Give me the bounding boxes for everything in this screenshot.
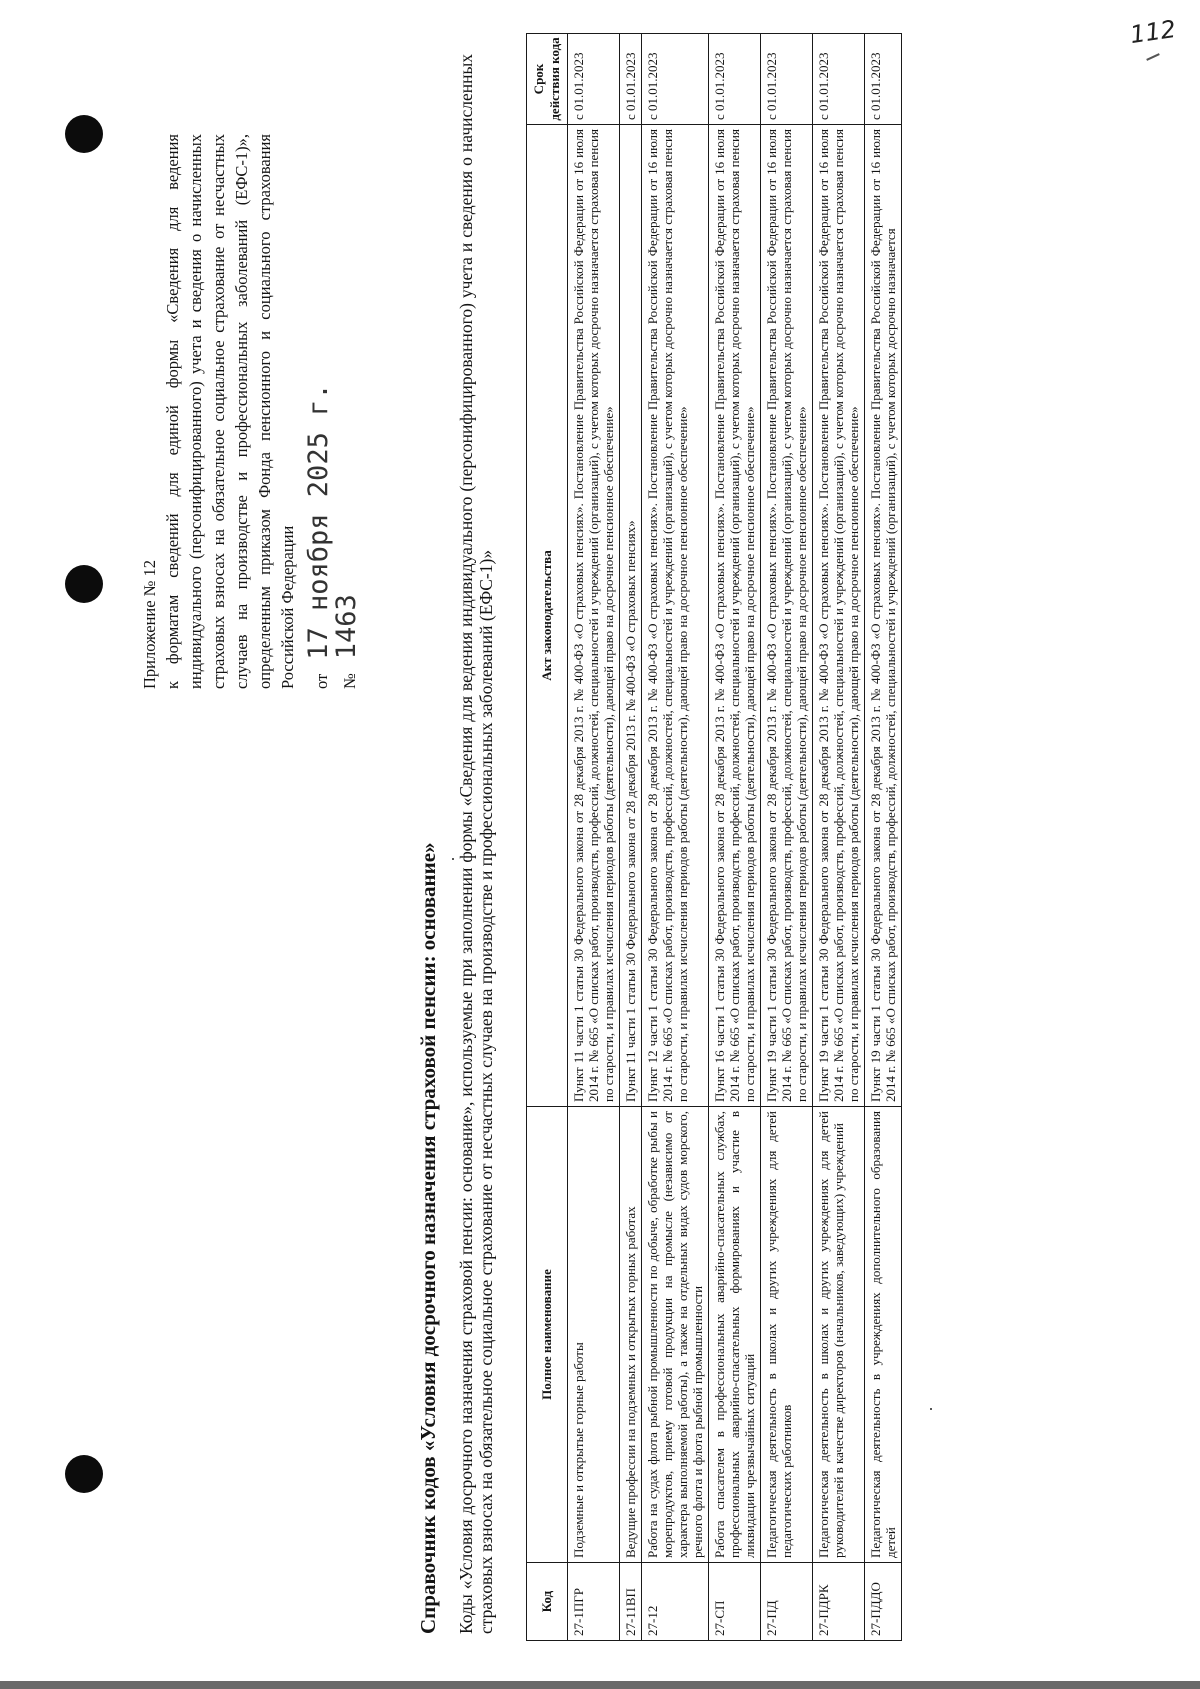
date-prefix: от (312, 673, 331, 689)
cell-name: Педагогическая деятельность в школах и других учреждениях для детей руководителей в качестве директоров (начальников, заведующих) учреждений (813, 1107, 865, 1563)
cell-act (761, 125, 813, 1107)
appendix-title: Приложение № 12 (140, 559, 159, 689)
cell-code: 27-ПДРК (813, 1563, 865, 1641)
column-header-act: Акт законодательства (527, 125, 568, 1107)
cell-act-text: Пункт 11 части 1 статьи 30 Федерального закона от 28 декабря 2013 г. № 400-ФЗ «О страховых пенсиях». Постановление Правительства Российской Федерации от 16 июля 2014 г. № 665 «О списках работ, производств, профессий, должностей, специальностей и учреждений (организаций), с учетом которых досрочно назначается страховая пенсия по старости, и правилах исчисления периодов работы (деятельности), дающей право на досрочное пенсионное обеспечение» (571, 129, 616, 1102)
table-row (642, 34, 709, 1641)
column-header-code: Код (527, 1563, 568, 1641)
document-heading: Справочник кодов «Условия досрочного назначения страховой пенсии: основание» (416, 842, 440, 1634)
column-header-term: Срок действия кода (527, 34, 568, 125)
appendix-date-line (303, 134, 334, 689)
cell-code: 27-1ПГР (568, 1563, 620, 1641)
table-row (620, 34, 642, 1641)
cell-term: с 01.01.2023 (813, 34, 865, 125)
codes-table (526, 33, 902, 1641)
number-prefix: № (340, 673, 359, 689)
cell-name: Педагогическая деятельность в учреждениях дополнительного образования детей (865, 1107, 902, 1563)
handwritten-page-number: 112 (1128, 14, 1178, 50)
cell-code: 27-СП (709, 1563, 761, 1641)
cell-term: с 01.01.2023 (568, 34, 620, 125)
appendix-block (138, 134, 361, 689)
appendix-number-line (331, 134, 362, 689)
column-header-name: Полное наименование (527, 1107, 568, 1563)
cell-name: Работа спасателем в профессиональных аварийно-спасательных службах, профессиональных аварийно-спасательных формированиях и участие в ликвидации чрезвычайных ситуаций (709, 1107, 761, 1563)
cell-term: с 01.01.2023 (761, 34, 813, 125)
cell-act (620, 125, 642, 1107)
cell-act (865, 125, 902, 1107)
document-intro: Коды «Условия досрочного назначения страховой пенсии: основание», используемые при заполнении формы «Сведения для ведения индивидуального (персонифицированного) учета и сведения о начисленных страховых взносах на обязательное социальное страхование от несчастных случаев на производстве и профессиональных заболеваний (ЕФС-1)» (456, 54, 496, 1634)
cell-term: с 01.01.2023 (642, 34, 709, 125)
table-header-row (527, 34, 568, 1641)
cell-term: с 01.01.2023 (709, 34, 761, 125)
cell-name: Подземные и открытые горные работы (568, 1107, 620, 1563)
cell-name: Педагогическая деятельность в школах и других учреждениях для детей педагогических работников (761, 1107, 813, 1563)
cell-name: Ведущие профессии на подземных и открытых горных работах (620, 1107, 642, 1563)
handwritten-order-number: 1463 (331, 594, 362, 660)
cell-act (709, 125, 761, 1107)
cell-term: с 01.01.2023 (620, 34, 642, 125)
cell-term: с 01.01.2023 (865, 34, 902, 125)
table-row (813, 34, 865, 1641)
table-row (568, 34, 620, 1641)
table-row (761, 34, 813, 1641)
cell-act-text: Пункт 11 части 1 статьи 30 Федерального закона от 28 декабря 2013 г. № 400-ФЗ «О страховых пенсиях» (623, 520, 638, 1102)
cell-act-text: Пункт 19 части 1 статьи 30 Федерального закона от 28 декабря 2013 г. № 400-ФЗ «О страховых пенсиях». Постановление Правительства Российской Федерации от 16 июля 2014 г. № 665 «О списках работ, производств, профессий, должностей, специальностей и учреждений (организаций), с учетом которых досрочно назначается (868, 129, 898, 1102)
cell-code: 27-12 (642, 1563, 709, 1641)
cell-name: Работа на судах флота рыбной промышленности по добыче, обработке рыбы и морепродуктов, приему готовой продукции на промысле (независимо от характера выполняемой работы), а также на отдельных видах судов морского, речного флота и флота рыбной промышленности (642, 1107, 709, 1563)
cell-code: 27-ПД (761, 1563, 813, 1641)
cell-act-text: Пункт 16 части 1 статьи 30 Федерального закона от 28 декабря 2013 г. № 400-ФЗ «О страховых пенсиях». Постановление Правительства Российской Федерации от 16 июля 2014 г. № 665 «О списках работ, производств, профессий, должностей, специальностей и учреждений (организаций), с учетом которых досрочно назначается страховая пенсия по старости, и правилах исчисления периодов работы (деятельности), дающей право на досрочное пенсионное обеспечение» (712, 129, 757, 1102)
table-row (865, 34, 902, 1641)
table-row (709, 34, 761, 1641)
appendix-text: к форматам сведений для единой формы «Сведения для ведения индивидуального (персонифицированного) учета и сведения о начисленных страховых взносах на обязательное социальное страхование от несчастных случаев на производстве и профессиональных заболеваний (ЕФС-1)», определенным приказом Фонда пенсионного и социального страхования Российской Федерации (163, 134, 297, 689)
cell-code: 27-ПДДО (865, 1563, 902, 1641)
handwritten-date: 17 ноября 2025 г. (303, 383, 334, 660)
cell-act-text: Пункт 12 части 1 статьи 30 Федерального закона от 28 декабря 2013 г. № 400-ФЗ «О страховых пенсиях». Постановление Правительства Российской Федерации от 16 июля 2014 г. № 665 «О списках работ, производств, профессий, должностей, специальностей и учреждений (организаций), с учетом которых досрочно назначается страховая пенсия по старости, и правилах исчисления периодов работы (деятельности), дающей право на досрочное пенсионное обеспечение» (645, 129, 690, 1102)
cell-act (813, 125, 865, 1107)
cell-act-text: Пункт 19 части 1 статьи 30 Федерального закона от 28 декабря 2013 г. № 400-ФЗ «О страховых пенсиях». Постановление Правительства Российской Федерации от 16 июля 2014 г. № 665 «О списках работ, производств, профессий, должностей, специальностей и учреждений (организаций), с учетом которых досрочно назначается страховая пенсия по старости, и правилах исчисления периодов работы (деятельности), дающей право на досрочное пенсионное обеспечение» (816, 129, 861, 1102)
cell-code: 27-11ВП (620, 1563, 642, 1641)
cell-act (642, 125, 709, 1107)
cell-act (568, 125, 620, 1107)
cell-act-text: Пункт 19 части 1 статьи 30 Федерального закона от 28 декабря 2013 г. № 400-ФЗ «О страховых пенсиях». Постановление Правительства Российской Федерации от 16 июля 2014 г. № 665 «О списках работ, производств, профессий, должностей, специальностей и учреждений (организаций), с учетом которых досрочно назначается страховая пенсия по старости, и правилах исчисления периодов работы (деятельности), дающей право на досрочное пенсионное обеспечение» (764, 129, 809, 1102)
